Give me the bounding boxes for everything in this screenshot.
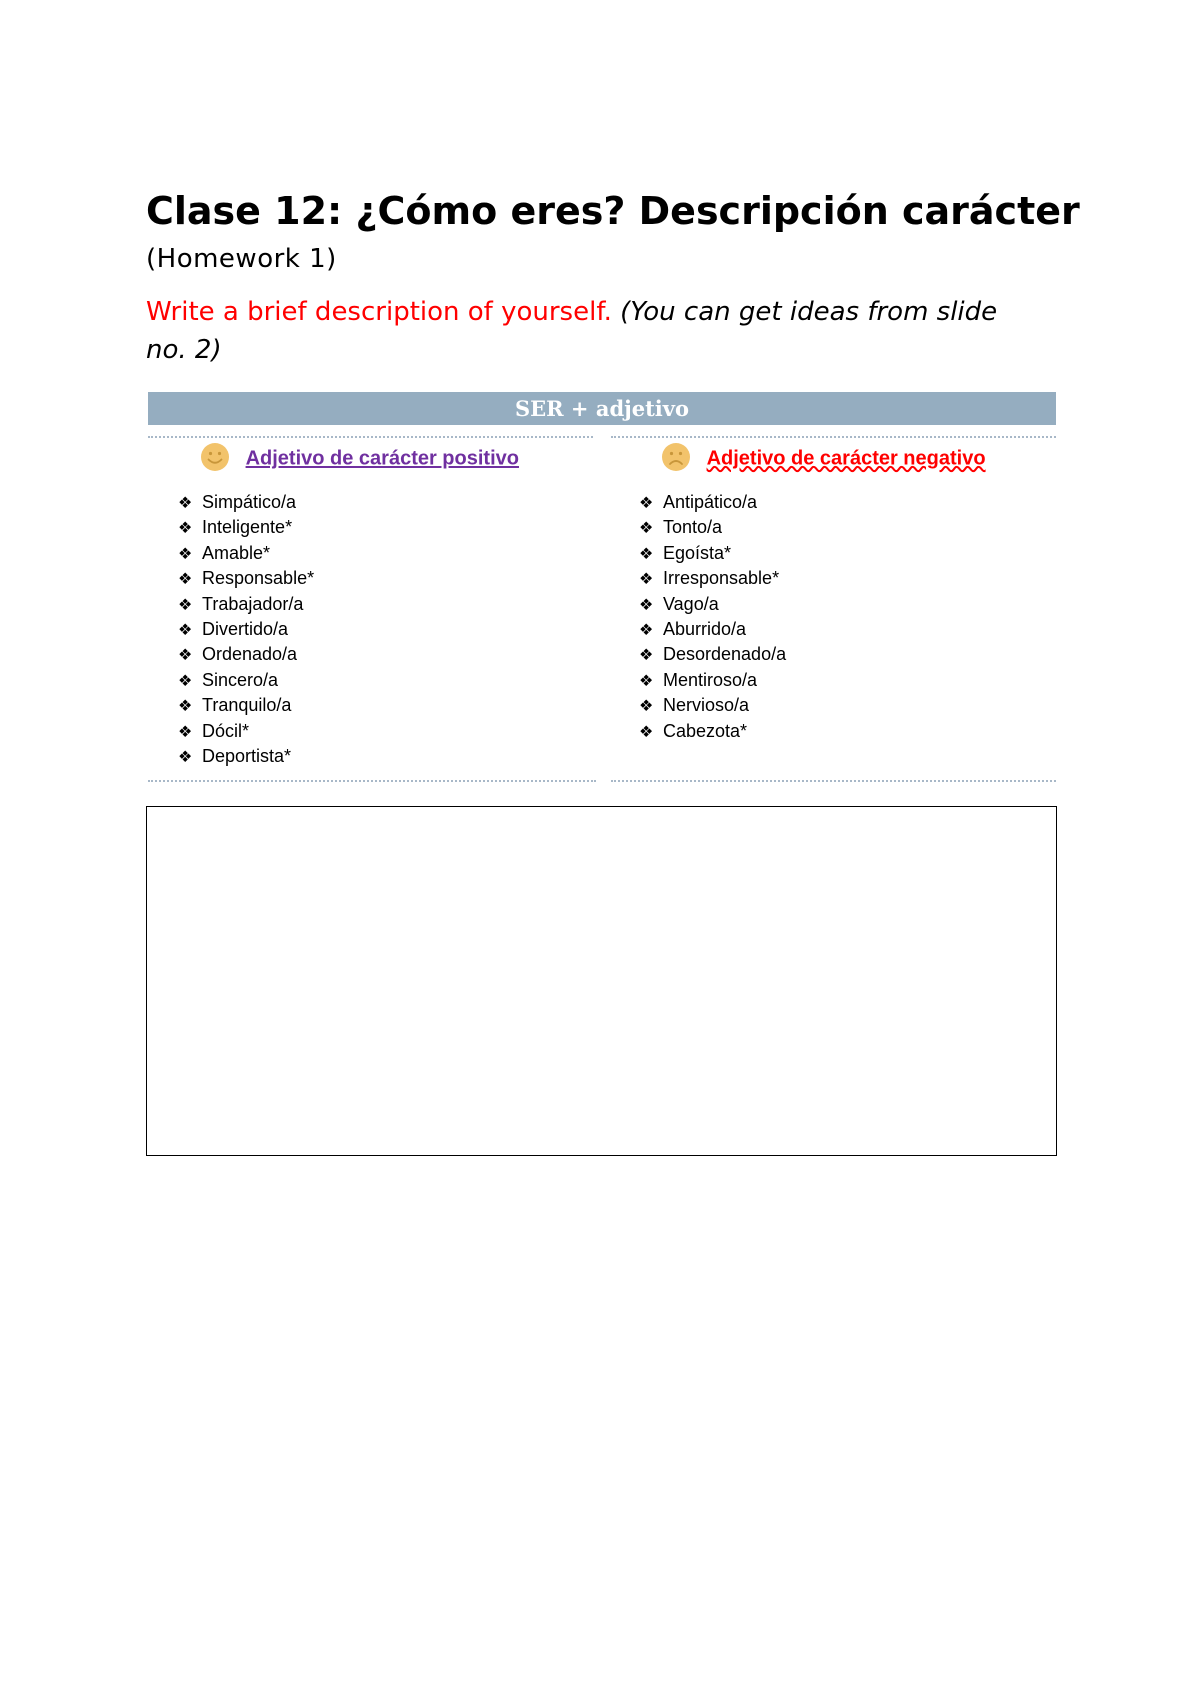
diamond-bullet-icon: ❖ (178, 545, 193, 563)
diamond-bullet-icon: ❖ (178, 672, 193, 690)
answer-box[interactable] (146, 806, 1057, 1156)
slide-header: SER + adjetivo (148, 392, 1056, 425)
diamond-bullet-icon: ❖ (639, 571, 654, 589)
diamond-bullet-icon: ❖ (178, 621, 193, 639)
diamond-bullet-icon: ❖ (639, 596, 654, 614)
diamond-bullet-icon: ❖ (639, 495, 654, 512)
list-item: ❖ Dócil* (178, 719, 630, 744)
list-item: ❖ Nervioso/a (639, 693, 1091, 718)
divider-top-left (148, 436, 593, 438)
diamond-bullet-icon: ❖ (639, 723, 654, 741)
negative-column (639, 440, 1091, 744)
list-item: ❖ Tranquilo/a (178, 693, 630, 718)
list-item: ❖ Desordenado/a (639, 642, 1091, 667)
diamond-bullet-icon: ❖ (178, 571, 193, 589)
diamond-bullet-icon: ❖ (178, 520, 193, 538)
smiley-face-icon (200, 442, 230, 472)
list-item: ❖ Irresponsable* (639, 566, 1091, 591)
diamond-bullet-icon: ❖ (178, 698, 193, 716)
diamond-bullet-icon: ❖ (178, 647, 193, 665)
diamond-bullet-icon: ❖ (639, 647, 654, 665)
positive-column (178, 440, 630, 769)
instruction-hint: (You can get ideas from slide no. 2) (146, 297, 998, 365)
list-item: ❖ Responsable* (178, 566, 630, 591)
list-item: ❖ Egoísta* (639, 541, 1091, 566)
list-item: ❖ Cabezota* (639, 719, 1091, 744)
diamond-bullet-icon: ❖ (639, 520, 654, 538)
list-item: ❖ Vago/a (639, 592, 1091, 617)
positive-heading (200, 440, 630, 480)
list-item: ❖ Divertido/a (178, 617, 630, 642)
page-title: Clase 12: ¿Cómo eres? Descripción carácter (146, 189, 1080, 233)
adjective-slide (148, 392, 1056, 782)
diamond-bullet-icon: ❖ (178, 596, 193, 614)
sad-face-icon (661, 442, 691, 472)
list-item: ❖ Simpático/a (178, 490, 630, 515)
diamond-bullet-icon: ❖ (178, 723, 193, 741)
list-item: ❖ Sincero/a (178, 668, 630, 693)
diamond-bullet-icon: ❖ (639, 698, 654, 716)
diamond-bullet-icon: ❖ (639, 545, 654, 563)
divider-bottom-left (148, 780, 596, 782)
diamond-bullet-icon: ❖ (178, 495, 193, 512)
positive-heading-label: Adjetivo de carácter positivo (245, 447, 519, 470)
diamond-bullet-icon: ❖ (178, 748, 193, 766)
instructions (146, 293, 1046, 369)
diamond-bullet-icon: ❖ (639, 621, 654, 639)
divider-bottom-right (611, 780, 1056, 782)
list-item: ❖ Antipático/a (639, 490, 1091, 515)
list-item: ❖ Ordenado/a (178, 642, 630, 667)
list-item: ❖ Tonto/a (639, 515, 1091, 540)
list-item: ❖ Amable* (178, 541, 630, 566)
list-item: ❖ Aburrido/a (639, 617, 1091, 642)
negative-adjective-list (639, 490, 1091, 744)
list-item: ❖ Mentiroso/a (639, 668, 1091, 693)
negative-heading (661, 440, 1091, 480)
negative-heading-label: Adjetivo de carácter negativo (706, 447, 986, 470)
homework-label: (Homework 1) (146, 244, 337, 274)
positive-adjective-list (178, 490, 630, 769)
instruction-text: Write a brief description of yourself. (146, 297, 612, 327)
list-item: ❖ Trabajador/a (178, 592, 630, 617)
divider-top-right (611, 436, 1056, 438)
list-item: ❖ Inteligente* (178, 515, 630, 540)
diamond-bullet-icon: ❖ (639, 672, 654, 690)
list-item: ❖ Deportista* (178, 744, 630, 769)
